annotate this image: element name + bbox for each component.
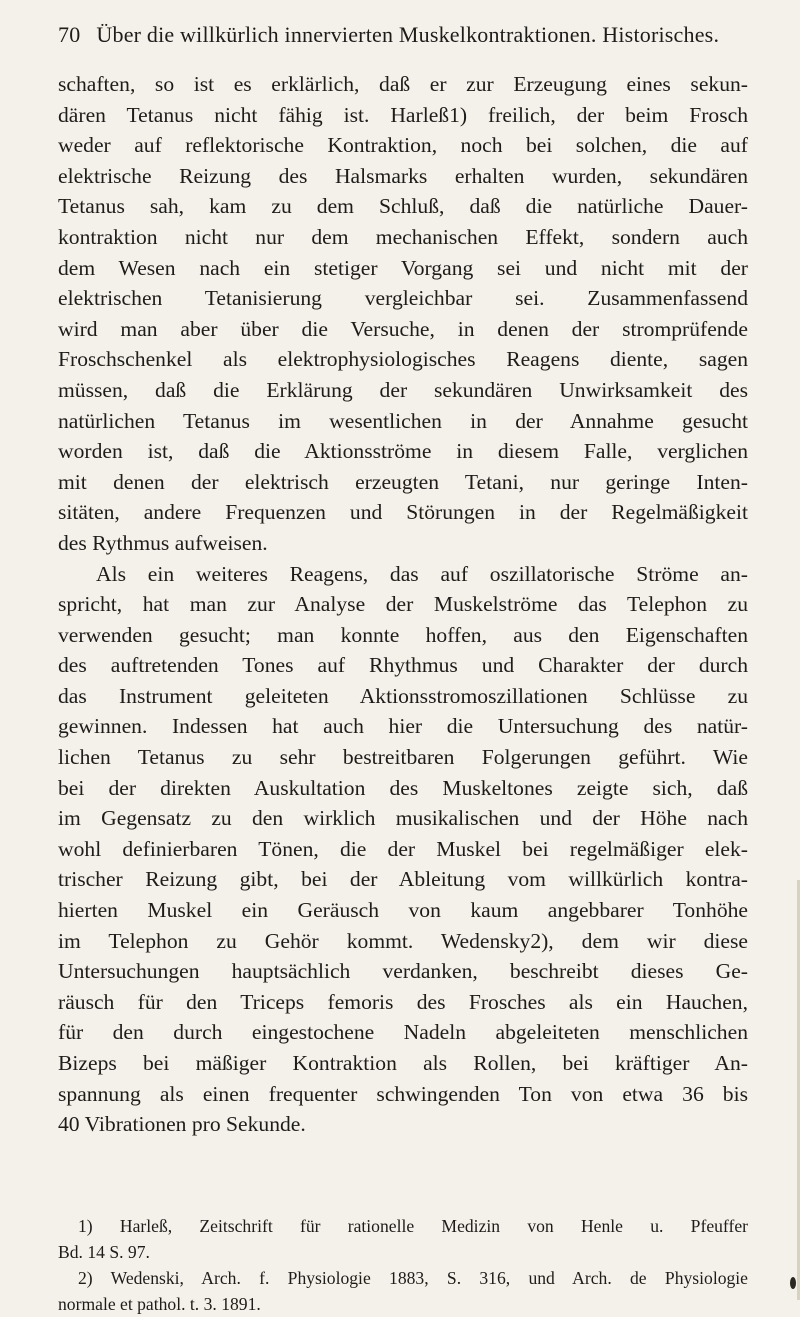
footnote-1: 1) Harleß, Zeitschrift für rationelle Medizin von Henle u. Pfeuffer bbox=[78, 1216, 748, 1236]
body-text bbox=[58, 69, 748, 1140]
text-line: wird man aber über die Versuche, in denen der stromprüfende bbox=[58, 316, 748, 341]
text-line: schaften, so ist es erklärlich, daß er zur Erzeugung eines sekun- bbox=[58, 72, 748, 96]
text-line: für den durch eingestochene Nadeln abgeleiteten menschlichen bbox=[58, 1020, 748, 1045]
text-line: das Instrument geleiteten Aktionsstromoszillationen Schlüsse zu bbox=[58, 683, 748, 708]
text-line: hierten Muskel ein Geräusch von kaum angebbarer Tonhöhe bbox=[58, 898, 748, 923]
ink-spot bbox=[790, 1277, 796, 1289]
text-line: Bizeps bei mäßiger Kontraktion als Rollen, bei kräftiger An- bbox=[58, 1051, 748, 1075]
footnote-2-continuation: normale et pathol. t. 3. 1891. bbox=[58, 1294, 261, 1314]
text-line: Froschschenkel als elektrophysiologisches Reagens diente, sagen bbox=[58, 347, 748, 372]
text-line: spannung als einen frequenter schwingenden Ton von etwa 36 bis bbox=[58, 1081, 748, 1106]
text-line: mit denen der elektrisch erzeugten Tetani, nur geringe Inten- bbox=[58, 469, 748, 494]
text-line: im Telephon zu Gehör kommt. Wedensky2), dem wir diese bbox=[58, 928, 748, 953]
text-line: worden ist, daß die Aktionsströme in diesem Falle, verglichen bbox=[58, 439, 748, 464]
text-line: im Gegensatz zu den wirklich musikalischen und der Höhe nach bbox=[58, 806, 748, 831]
text-line: dären Tetanus nicht fähig ist. Harleß1) freilich, der beim Frosch bbox=[58, 102, 748, 127]
footnotes bbox=[58, 1213, 748, 1317]
text-line: gewinnen. Indessen hat auch hier die Untersuchung des natür- bbox=[58, 714, 748, 739]
footnote-2: 2) Wedenski, Arch. f. Physiologie 1883, S. 316, und Arch. de Physiologie bbox=[78, 1268, 748, 1288]
text-line: elektrische Reizung des Halsmarks erhalten wurden, sekundären bbox=[58, 163, 748, 188]
running-title: Über die willkürlich innervierten Muskelkontraktionen. Historisches. bbox=[96, 22, 720, 47]
text-line: kontraktion nicht nur dem mechanischen Effekt, sondern auch bbox=[58, 224, 748, 249]
text-line: müssen, daß die Erklärung der sekundären Unwirksamkeit des bbox=[58, 377, 748, 402]
text-line: bei der direkten Auskultation des Muskeltones zeigte sich, daß bbox=[58, 775, 748, 800]
text-line: dem Wesen nach ein stetiger Vorgang sei und nicht mit der bbox=[58, 255, 748, 280]
text-line: wohl definierbaren Tönen, die der Muskel bei regelmäßiger elek- bbox=[58, 836, 748, 861]
text-line: verwenden gesucht; man konnte hoffen, aus den Eigenschaften bbox=[58, 622, 748, 647]
text-line: elektrischen Tetanisierung vergleichbar sei. Zusammenfassend bbox=[58, 286, 748, 311]
paragraph-end-line: 40 Vibrationen pro Sekunde. bbox=[58, 1112, 306, 1137]
running-header bbox=[58, 22, 748, 60]
text-line: lichen Tetanus zu sehr bestreitbaren Folgerungen geführt. Wie bbox=[58, 745, 748, 770]
text-line: weder auf reflektorische Kontraktion, noch bei solchen, die auf bbox=[58, 133, 748, 158]
text-line: räusch für den Triceps femoris des Frosches als ein Hauchen, bbox=[58, 989, 748, 1014]
text-line: Tetanus sah, kam zu dem Schluß, daß die natürliche Dauer- bbox=[58, 194, 748, 219]
paragraph-end-line: des Rythmus aufweisen. bbox=[58, 530, 268, 555]
text-line: trischer Reizung gibt, bei der Ableitung vom willkürlich kontra- bbox=[58, 867, 748, 892]
paragraph-start-line: Als ein weiteres Reagens, das auf oszillatorische Ströme an- bbox=[96, 561, 748, 586]
text-line: sitäten, andere Frequenzen und Störungen in der Regelmäßigkeit bbox=[58, 500, 748, 525]
text-line: natürlichen Tetanus im wesentlichen in der Annahme gesucht bbox=[58, 408, 748, 433]
page-number: 70 bbox=[58, 22, 81, 47]
text-line: spricht, hat man zur Analyse der Muskelströme das Telephon zu bbox=[58, 592, 748, 617]
text-line: des auftretenden Tones auf Rhythmus und Charakter der durch bbox=[58, 653, 748, 678]
text-line: Untersuchungen hauptsächlich verdanken, beschreibt dieses Ge- bbox=[58, 959, 748, 984]
footnote-1-continuation: Bd. 14 S. 97. bbox=[58, 1242, 150, 1262]
